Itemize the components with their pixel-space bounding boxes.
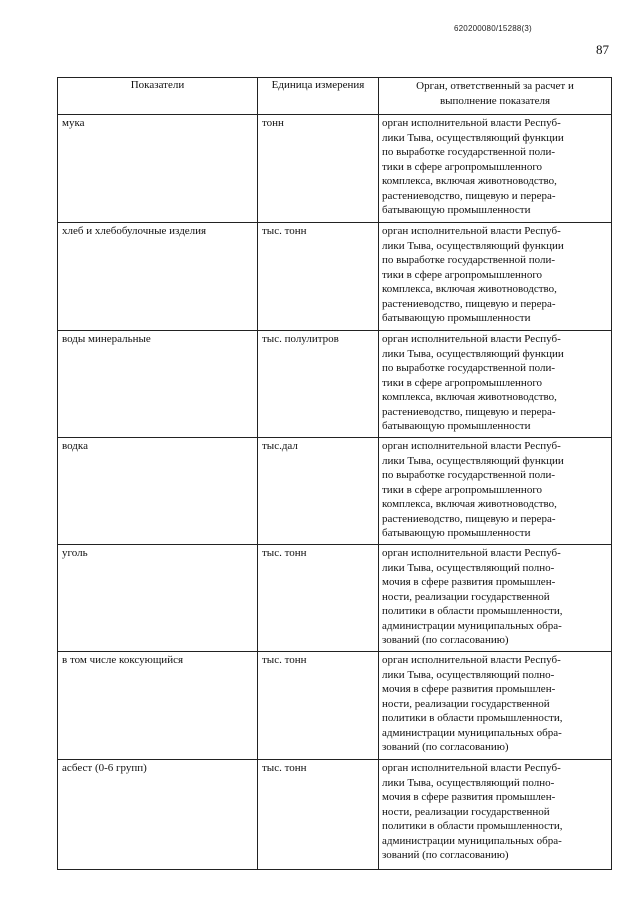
responsible-body-line: комплекса, включая животноводство, — [382, 391, 557, 403]
responsible-body-line: батывающую промышленности — [382, 420, 531, 432]
table-row — [58, 223, 612, 331]
responsible-body-line: растениеводство, пищевую и перера- — [382, 189, 556, 202]
responsible-body-cell — [379, 438, 612, 545]
indicators-table — [57, 77, 612, 870]
responsible-body-line: растениеводство, пищевую и перера- — [382, 512, 556, 525]
responsible-body-cell — [379, 652, 612, 760]
unit-cell: тыс. тонн — [258, 223, 379, 331]
table-row — [58, 115, 612, 223]
document-id: 620200080/15288(3) — [454, 24, 532, 33]
responsible-body-line: ности, реализации государственной — [382, 590, 550, 603]
responsible-body-line: орган исполнительной власти Респуб- — [382, 117, 561, 129]
responsible-body-line: лики Тыва, осуществляющий полно- — [382, 668, 555, 681]
responsible-body-line: комплекса, включая животноводство, — [382, 498, 557, 510]
responsible-body-cell — [379, 223, 612, 331]
responsible-body-line: орган исполнительной власти Респуб- — [382, 654, 561, 666]
column-header-line: выполнение показателя — [439, 95, 551, 107]
indicator-name-cell: воды минеральные — [58, 331, 258, 438]
responsible-body-line: лики Тыва, осуществляющий полно- — [382, 776, 555, 789]
indicator-name-cell: асбест (0-6 групп) — [58, 760, 258, 870]
responsible-body-line: орган исполнительной власти Респуб- — [382, 440, 561, 452]
responsible-body-line: комплекса, включая животноводство, — [382, 175, 557, 187]
responsible-body-line: лики Тыва, осуществляющий функции — [382, 347, 564, 360]
responsible-body-line: лики Тыва, осуществляющий функции — [382, 454, 564, 467]
table-row — [58, 545, 612, 652]
responsible-body-line: мочия в сфере развития промышлен- — [382, 576, 556, 588]
responsible-body-line: растениеводство, пищевую и перера- — [382, 297, 556, 310]
indicator-name-cell: мука — [58, 115, 258, 223]
responsible-body-line: по выработке государственной поли- — [382, 146, 555, 158]
responsible-body-line: растениеводство, пищевую и перера- — [382, 405, 556, 418]
responsible-body-line: администрации муниципальных обра- — [382, 726, 562, 739]
responsible-body-line: тики в сфере агропромышленного — [382, 376, 543, 389]
indicator-name-cell: водка — [58, 438, 258, 545]
responsible-body-line: администрации муниципальных обра- — [382, 619, 562, 632]
responsible-body-line: орган исполнительной власти Респуб- — [382, 547, 561, 559]
table-row — [58, 760, 612, 870]
responsible-body-cell — [379, 331, 612, 438]
responsible-body-line: тики в сфере агропромышленного — [382, 268, 543, 281]
indicator-name-cell: в том числе коксующийся — [58, 652, 258, 760]
column-header-unit: Единица измерения — [258, 78, 379, 115]
responsible-body-line: мочия в сфере развития промышлен- — [382, 683, 556, 695]
page-number: 87 — [596, 42, 609, 57]
table-row — [58, 438, 612, 545]
responsible-body-line: политики в области промышленности, — [382, 712, 563, 724]
responsible-body-line: комплекса, включая животноводство, — [382, 283, 557, 295]
unit-cell: тыс. тонн — [258, 652, 379, 760]
responsible-body-line: батывающую промышленности — [382, 204, 531, 216]
column-header-line: Орган, ответственный за расчет и — [416, 80, 574, 92]
responsible-body-line: зований (по согласованию) — [382, 849, 509, 861]
column-header-indicators: Показатели — [58, 78, 258, 115]
responsible-body-line: по выработке государственной поли- — [382, 469, 555, 481]
responsible-body-line: лики Тыва, осуществляющий функции — [382, 131, 564, 144]
indicator-name-cell: уголь — [58, 545, 258, 652]
table-header-row — [58, 78, 612, 115]
responsible-body-line: по выработке государственной поли- — [382, 362, 555, 374]
responsible-body-line: орган исполнительной власти Респуб- — [382, 333, 561, 345]
indicator-name-cell: хлеб и хлебобулочные изделия — [58, 223, 258, 331]
responsible-body-line: по выработке государственной поли- — [382, 254, 555, 266]
table-row — [58, 652, 612, 760]
responsible-body-cell — [379, 760, 612, 870]
responsible-body-line: зований (по согласованию) — [382, 741, 509, 753]
unit-cell: тыс.дал — [258, 438, 379, 545]
column-header-responsible-body — [379, 78, 612, 115]
responsible-body-line: орган исполнительной власти Респуб- — [382, 225, 561, 237]
unit-cell: тыс. полулитров — [258, 331, 379, 438]
unit-cell: тыс. тонн — [258, 545, 379, 652]
responsible-body-line: тики в сфере агропромышленного — [382, 160, 543, 173]
responsible-body-line: батывающую промышленности — [382, 527, 531, 539]
responsible-body-line: зований (по согласованию) — [382, 634, 509, 646]
responsible-body-line: батывающую промышленности — [382, 312, 531, 324]
responsible-body-line: орган исполнительной власти Респуб- — [382, 762, 561, 774]
responsible-body-line: политики в области промышленности, — [382, 820, 563, 832]
responsible-body-line: мочия в сфере развития промышлен- — [382, 791, 556, 803]
unit-cell: тонн — [258, 115, 379, 223]
unit-cell: тыс. тонн — [258, 760, 379, 870]
responsible-body-line: лики Тыва, осуществляющий полно- — [382, 561, 555, 574]
responsible-body-line: ности, реализации государственной — [382, 697, 550, 710]
table-row — [58, 331, 612, 438]
responsible-body-cell — [379, 545, 612, 652]
responsible-body-line: лики Тыва, осуществляющий функции — [382, 239, 564, 252]
responsible-body-line: политики в области промышленности, — [382, 605, 563, 617]
responsible-body-line: тики в сфере агропромышленного — [382, 483, 543, 496]
responsible-body-line: ности, реализации государственной — [382, 805, 550, 818]
responsible-body-cell — [379, 115, 612, 223]
responsible-body-line: администрации муниципальных обра- — [382, 834, 562, 847]
